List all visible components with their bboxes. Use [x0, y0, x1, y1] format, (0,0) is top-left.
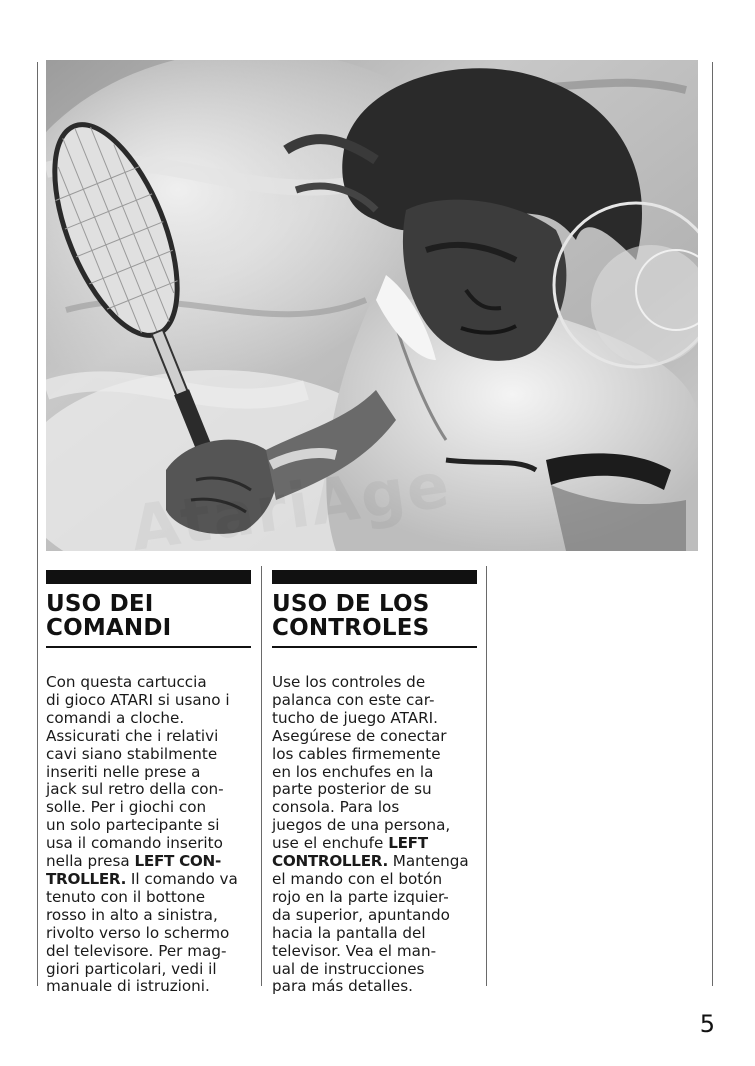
body-text: del televisore. Per mag- — [46, 941, 227, 960]
body-text: tucho de juego ATARI. — [272, 708, 438, 727]
body-line — [46, 817, 251, 835]
body-text: los cables firmemente — [272, 744, 441, 763]
body-line — [272, 925, 477, 943]
body-text: Il comando va — [126, 869, 238, 888]
page-number: 5 — [699, 1010, 715, 1038]
bold-term: TROLLER. — [46, 869, 127, 888]
body-text: Con questa cartuccia — [46, 673, 207, 691]
body-text: televisor. Vea el man- — [272, 941, 437, 960]
body-line — [46, 907, 251, 925]
body-text: solle. Per i giochi con — [46, 798, 207, 817]
body-line — [272, 835, 477, 853]
body-line — [272, 710, 477, 728]
column-spanish — [272, 570, 477, 996]
body-text: consola. Para los — [272, 798, 400, 817]
body-line — [46, 835, 251, 853]
body-line — [46, 710, 251, 728]
body-text: comandi a cloche. — [46, 708, 185, 727]
body-text: juegos de una persona, — [272, 816, 451, 835]
body-text: palanca con este car- — [272, 690, 435, 709]
left-margin-rule — [37, 62, 38, 986]
body-text: jack sul retro della con- — [46, 780, 224, 799]
body-text: use el enchufe — [272, 834, 389, 853]
heading-bar — [272, 570, 477, 584]
column-divider-1 — [261, 566, 262, 986]
body-line — [272, 674, 477, 692]
heading-italian: USO DEI COMANDI — [46, 591, 172, 641]
body-line — [272, 978, 477, 996]
body-text: rivolto verso lo schermo — [46, 923, 230, 942]
body-text: tenuto con il bottone — [46, 887, 206, 906]
body-text: ual de instrucciones — [272, 959, 425, 978]
heading-bar — [46, 570, 251, 584]
body-text: giori particolari, vedi il — [46, 959, 217, 978]
body-line — [272, 943, 477, 961]
body-text: usa il comando inserito — [46, 834, 223, 853]
body-line — [46, 853, 251, 871]
body-line — [46, 799, 251, 817]
body-line — [272, 871, 477, 889]
body-line — [46, 925, 251, 943]
body-line — [272, 746, 477, 764]
body-italian — [46, 674, 251, 996]
body-text: da superior, apuntando — [272, 905, 450, 924]
body-line — [272, 781, 477, 799]
body-line — [46, 943, 251, 961]
body-line — [272, 764, 477, 782]
body-text: para más detalles. — [272, 977, 413, 996]
body-text: el mando con el botón — [272, 869, 443, 888]
body-line — [46, 674, 251, 692]
body-line — [272, 889, 477, 907]
body-text: un solo partecipante si — [46, 816, 220, 835]
body-text: en los enchufes en la — [272, 762, 434, 781]
bold-term: CONTROLLER. — [272, 852, 388, 871]
body-line — [272, 961, 477, 979]
body-text: rojo en la parte izquier- — [272, 887, 449, 906]
column-italian — [46, 570, 251, 996]
body-text: Assicurati che i relativi — [46, 726, 219, 745]
heading-underline — [46, 646, 251, 648]
body-line — [272, 853, 477, 871]
body-text: manuale di istruzioni. — [46, 977, 210, 996]
body-line — [272, 907, 477, 925]
body-line — [46, 692, 251, 710]
body-text: Asegúrese de conectar — [272, 726, 447, 745]
column-divider-2 — [486, 566, 487, 986]
body-text: Use los controles de — [272, 673, 426, 691]
body-line — [46, 781, 251, 799]
body-line — [46, 871, 251, 889]
bold-term: LEFT CON- — [134, 852, 221, 871]
heading-spanish: USO DE LOS CONTROLES — [272, 591, 430, 641]
bold-term: LEFT — [388, 834, 428, 853]
body-line — [46, 728, 251, 746]
tennis-player-illustration — [46, 60, 698, 551]
body-text: di gioco ATARI si usano i — [46, 690, 230, 709]
body-line — [46, 764, 251, 782]
body-line — [272, 817, 477, 835]
body-text: cavi siano stabilmente — [46, 744, 218, 763]
body-text: rosso in alto a sinistra, — [46, 905, 218, 924]
right-margin-rule — [712, 62, 713, 986]
body-text: inseriti nelle prese a — [46, 762, 201, 781]
body-text: Mantenga — [387, 852, 469, 871]
body-line — [272, 799, 477, 817]
body-line — [46, 978, 251, 996]
heading-underline — [272, 646, 477, 648]
body-line — [46, 961, 251, 979]
body-text: hacia la pantalla del — [272, 923, 426, 942]
body-line — [272, 728, 477, 746]
body-line — [46, 889, 251, 907]
body-text: nella presa — [46, 852, 135, 871]
body-text: parte posterior de su — [272, 780, 432, 799]
body-spanish — [272, 674, 477, 996]
body-line — [272, 692, 477, 710]
body-line — [46, 746, 251, 764]
